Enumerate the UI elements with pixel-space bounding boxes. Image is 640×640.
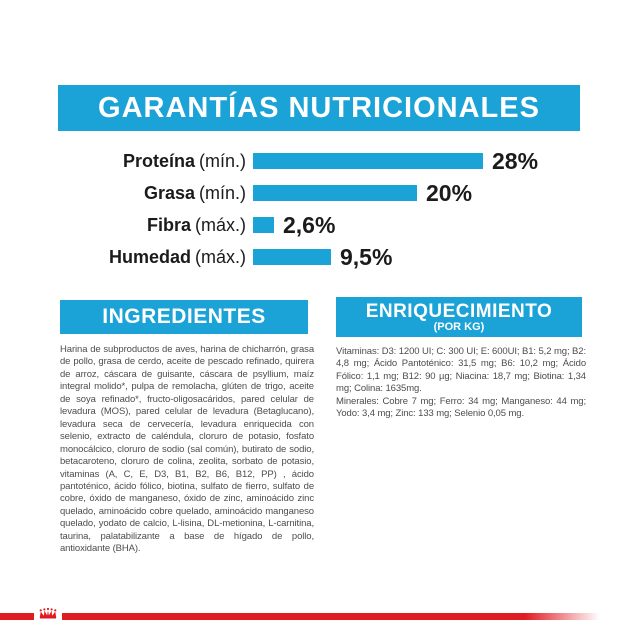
chart-qualifier: (mín.) (199, 182, 246, 203)
ingredients-text: Harina de subproductos de aves, harina de chicharrón, grasa de pollo, grasa de cerdo, aceite de pescado refinado, quirera de arroz, cáscara de guisante, cáscara de psyllium, maíz integral molido*, pulpa de remolacha, glúten de trigo, aceite de soya refinado*, fructo-oligosacáridos, pared celular de levadura (MOS), pared celular de levadura (Betaglucano), levadura seca de cervecería, levadura enriquecida con selenio, extracto de caléndula, cloruro de potasio, fosfato monocálcico, cloruro de sodio (sal común), butirato de sodio, betacaroteno, cloruro de colina, zeolita, sorbato de potasio, vitaminas (A, C, E, D3, B1, B2, B6, B12, PP) , ácido pantoténico, ácido fólico, biotina, sulfato de fierro, sulfato de cobre, óxido de manganeso, óxido de zinc, aminoácido zinc quelado, aminoácido cobre quelado, aminoácido manganeso quelado, yodato de calcio, L-lisina, DL-metionina, L-carnitina, taurina, palatabilizante a base de hígado de pollo, antioxidante (BHA). (60, 344, 314, 555)
chart-value: 9,5% (340, 243, 393, 270)
chart-category: Humedad (108, 246, 191, 267)
chart-row-grasa (60, 177, 600, 209)
nutrition-guarantees-title: GARANTÍAS NUTRICIONALES (98, 91, 540, 124)
ingredients-title: INGREDIENTES (102, 305, 266, 328)
chart-row-label (60, 247, 246, 268)
ingredients-banner (60, 300, 308, 334)
brand-stripe-left (0, 613, 34, 620)
chart-value: 20% (426, 179, 473, 206)
chart-value: 28% (492, 147, 539, 174)
chart-category: Proteína (122, 150, 195, 171)
chart-row-humedad (60, 241, 600, 273)
chart-bar (253, 217, 274, 233)
chart-row-fibra (60, 209, 600, 241)
chart-row-label (60, 183, 246, 204)
enrichment-banner (336, 297, 582, 337)
chart-row-proteína (60, 145, 600, 177)
chart-bar (253, 153, 483, 169)
enrichment-vitamins: Vitaminas: D3: 1200 UI; C: 300 UI; E: 600UI; B1: 5,2 mg; B2: 4,8 mg; Ácido Pantoténico: 31,5 mg; B6: 10,2 mg; Ácido Fólico: 1,1 mg; B12: 90 µg; Niacina: 18,7 mg; Biotina: 1,34 mg; Colina: 1635mg. (336, 346, 586, 395)
nutrition-guarantees-banner (58, 85, 580, 131)
enrichment-title: ENRIQUECIMIENTO (365, 300, 553, 322)
chart-category: Grasa (143, 182, 195, 203)
chart-row-label (60, 215, 246, 236)
chart-qualifier: (máx.) (195, 246, 246, 267)
brand-stripe-right (62, 613, 600, 620)
enrichment-subtitle: (POR KG) (433, 320, 485, 333)
chart-qualifier: (mín.) (199, 150, 246, 171)
chart-value: 2,6% (283, 211, 336, 238)
enrichment-text (336, 346, 586, 421)
chart-bar (253, 249, 331, 265)
chart-qualifier: (máx.) (195, 214, 246, 235)
nutrition-chart (60, 145, 600, 273)
chart-bar (253, 185, 417, 201)
enrichment-minerals: Minerales: Cobre 7 mg; Ferro: 34 mg; Manganeso: 44 mg; Yodo: 3,4 mg; Zinc: 133 mg; Selenio 0,05 mg. (336, 395, 586, 420)
chart-row-label (60, 151, 246, 172)
chart-category: Fibra (146, 214, 191, 235)
crown-icon (38, 604, 58, 620)
